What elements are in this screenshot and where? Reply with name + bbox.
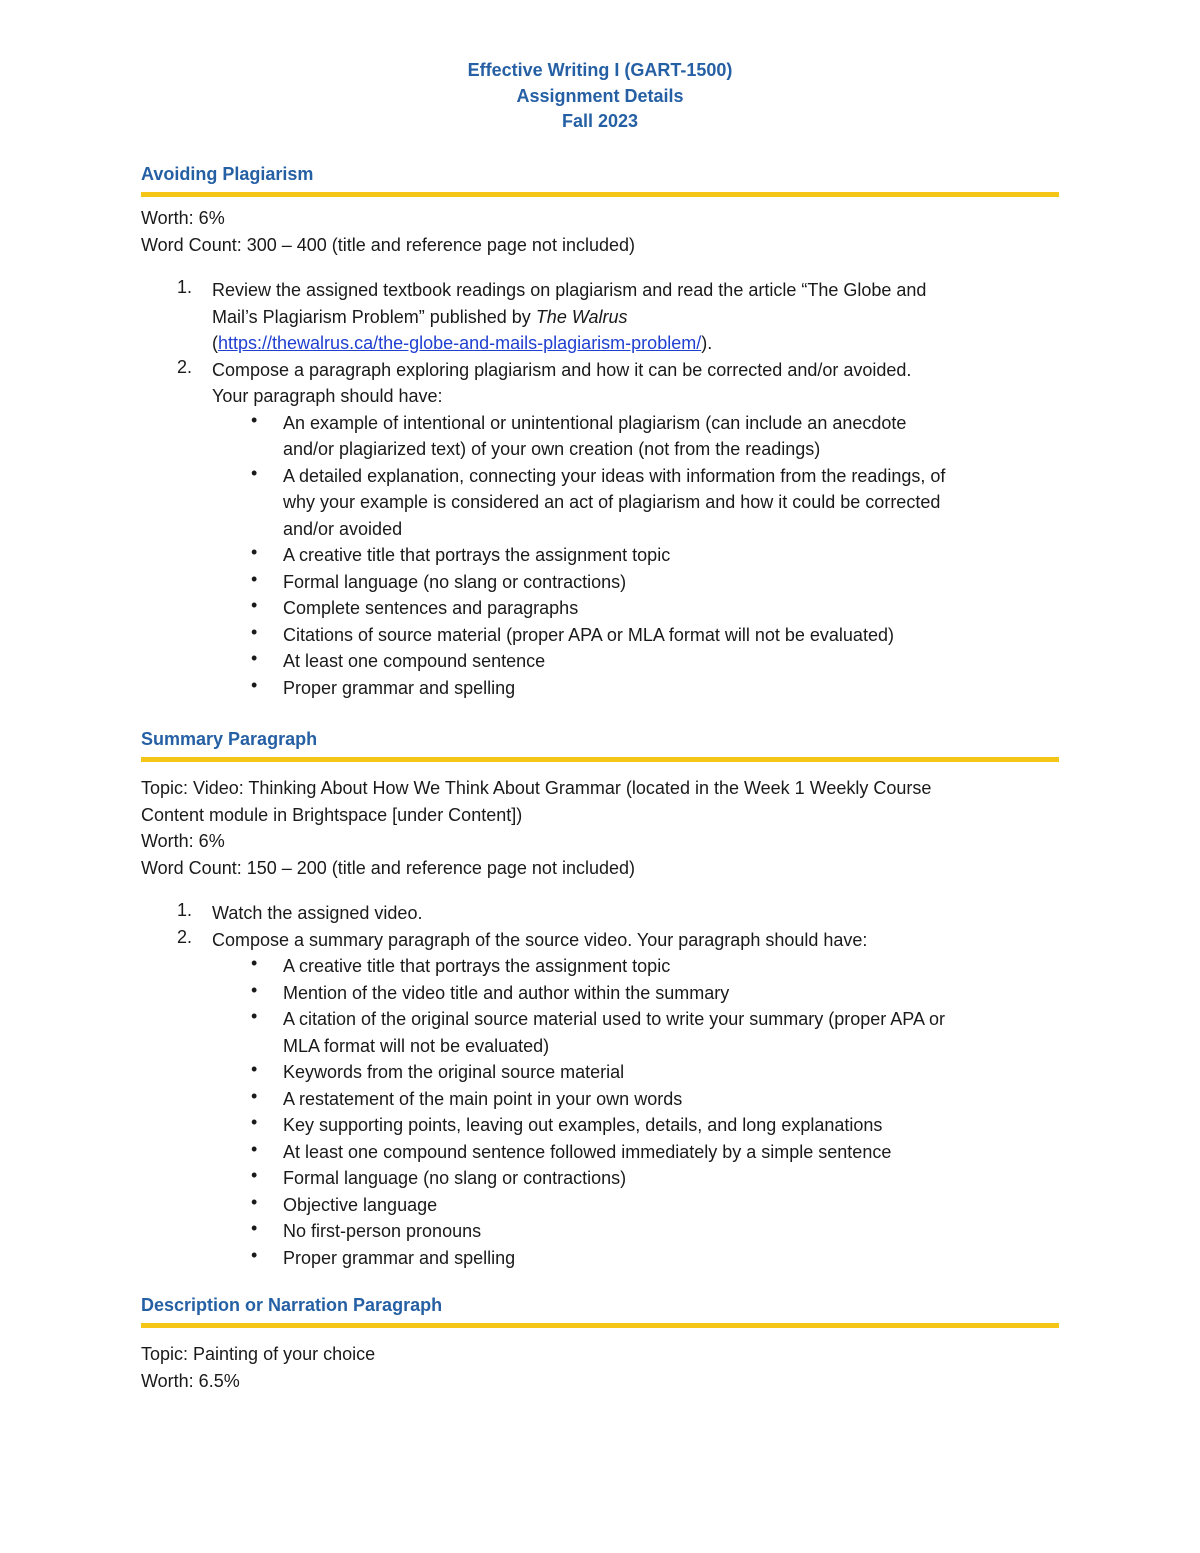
bullet-item <box>141 953 1059 980</box>
bullet-text: An example of intentional or unintentional plagiarism (can include an anecdote <box>283 412 907 433</box>
bullet-text: Complete sentences and paragraphs <box>283 598 579 618</box>
plagiarism-bullet-list <box>141 410 1059 702</box>
bullet-icon: • <box>251 648 258 668</box>
course-title: Effective Writing I (GART-1500) <box>467 60 733 80</box>
bullet-item <box>141 595 1059 622</box>
bullet-item <box>141 410 1059 463</box>
bullet-icon: • <box>251 542 258 562</box>
bullet-text: why your example is considered an act of plagiarism and how it could be corrected <box>283 492 941 512</box>
step-text: Mail’s Plagiarism Problem” published by <box>212 306 536 327</box>
list-item <box>141 277 1059 357</box>
paren-close: ). <box>701 333 713 353</box>
bullet-text: MLA format will not be evaluated) <box>283 1035 550 1056</box>
section-rule <box>141 1323 1059 1328</box>
bullet-icon: • <box>251 1085 258 1106</box>
bullet-item <box>141 1165 1059 1192</box>
bullet-icon: • <box>251 1165 258 1185</box>
bullet-icon: • <box>251 674 258 695</box>
bullet-text: Key supporting points, leaving out examples, details, and long explanations <box>283 1115 883 1135</box>
bullet-icon: • <box>251 462 258 483</box>
section-rule <box>141 757 1059 762</box>
bullet-icon: • <box>251 953 258 973</box>
bullet-item <box>141 1059 1059 1086</box>
bullet-icon: • <box>251 1112 258 1132</box>
bullet-text: Mention of the video title and author within the summary <box>283 982 730 1003</box>
bullet-icon: • <box>251 979 258 1000</box>
list-item <box>141 900 1059 927</box>
bullet-item <box>141 648 1059 675</box>
section-rule <box>141 192 1059 197</box>
bullet-icon: • <box>251 409 258 430</box>
bullet-icon: • <box>251 1244 258 1265</box>
bullet-icon: • <box>251 1059 258 1079</box>
bullet-icon: • <box>251 568 258 589</box>
bullet-icon: • <box>251 1218 258 1238</box>
bullet-item <box>141 1139 1059 1166</box>
bullet-text: Formal language (no slang or contractions) <box>283 571 627 592</box>
bullet-text: and/or avoided <box>283 518 403 539</box>
worth-line: Worth: 6% <box>141 831 225 851</box>
step-text: Your paragraph should have: <box>212 386 443 406</box>
bullet-item <box>141 1086 1059 1113</box>
bullet-text: Proper grammar and spelling <box>283 677 516 698</box>
bullet-item <box>141 622 1059 649</box>
bullet-item <box>141 1006 1059 1059</box>
bullet-text: A citation of the original source material used to write your summary (proper APA or <box>283 1009 945 1029</box>
topic-line: Topic: Video: Thinking About How We Think About Grammar (located in the Week 1 Weekly Course <box>141 778 932 798</box>
topic-line: Content module in Brightspace [under Content]) <box>141 804 523 825</box>
bullet-item <box>141 980 1059 1007</box>
bullet-icon: • <box>251 1191 258 1212</box>
worth-line: Worth: 6.5% <box>141 1370 240 1391</box>
paren-open: ( <box>212 333 218 353</box>
word-count-line: Word Count: 150 – 200 (title and reference page not included) <box>141 857 635 878</box>
bullet-text: Keywords from the original source material <box>283 1062 625 1082</box>
step-text: Watch the assigned video. <box>212 903 423 923</box>
bullet-item <box>141 1192 1059 1219</box>
document-header <box>0 58 1200 135</box>
bullet-item <box>141 569 1059 596</box>
bullet-item <box>141 1245 1059 1272</box>
bullet-item <box>141 463 1059 543</box>
bullet-text: Citations of source material (proper APA or MLA format will not be evaluated) <box>283 624 894 645</box>
step-text: Compose a summary paragraph of the source video. Your paragraph should have: <box>212 929 868 950</box>
list-number: 1. <box>177 900 193 920</box>
bullet-icon: • <box>251 1006 258 1026</box>
bullet-item <box>141 1218 1059 1245</box>
bullet-text: A restatement of the main point in your own words <box>283 1088 683 1109</box>
summary-section-body <box>141 775 1059 1271</box>
term-label: Fall 2023 <box>561 111 639 131</box>
step-text: Compose a paragraph exploring plagiarism and how it can be corrected and/or avoided. <box>212 359 912 380</box>
bullet-text: Proper grammar and spelling <box>283 1247 516 1268</box>
bullet-text: A creative title that portrays the assignment topic <box>283 956 671 976</box>
plagiarism-section-body <box>141 205 1059 701</box>
publication-name: The Walrus <box>535 306 628 327</box>
bullet-text: A creative title that portrays the assignment topic <box>283 545 671 565</box>
bullet-text: No first-person pronouns <box>283 1221 482 1241</box>
section-heading-summary: Summary Paragraph <box>141 729 318 749</box>
list-item <box>141 357 1059 410</box>
section-heading-description: Description or Narration Paragraph <box>141 1295 443 1315</box>
word-count-line: Word Count: 300 – 400 (title and reference page not included) <box>141 234 635 255</box>
bullet-icon: • <box>251 1138 258 1159</box>
bullet-text: Formal language (no slang or contractions) <box>283 1168 627 1188</box>
bullet-text: Objective language <box>283 1194 438 1215</box>
document-subtitle: Assignment Details <box>516 85 684 106</box>
summary-bullet-list <box>141 953 1059 1271</box>
list-number: 1. <box>177 277 193 297</box>
article-link[interactable]: https://thewalrus.ca/the-globe-and-mails-plagiarism-problem/ <box>218 333 702 353</box>
bullet-icon: • <box>251 621 258 642</box>
bullet-text: and/or plagiarized text) of your own creation (not from the readings) <box>283 439 821 459</box>
list-number: 2. <box>177 356 193 377</box>
worth-line: Worth: 6% <box>141 208 225 228</box>
bullet-text: At least one compound sentence followed immediately by a simple sentence <box>283 1141 892 1162</box>
bullet-text: A detailed explanation, connecting your ideas with information from the readings, of <box>283 465 946 486</box>
bullet-item <box>141 542 1059 569</box>
list-item <box>141 927 1059 954</box>
bullet-icon: • <box>251 595 258 615</box>
description-section-body <box>141 1341 1059 1394</box>
list-number: 2. <box>177 926 193 947</box>
bullet-item <box>141 1112 1059 1139</box>
section-heading-plagiarism: Avoiding Plagiarism <box>141 164 314 184</box>
step-text: Review the assigned textbook readings on plagiarism and read the article “The Globe and <box>212 280 927 300</box>
topic-line: Topic: Painting of your choice <box>141 1344 376 1364</box>
bullet-item <box>141 675 1059 702</box>
bullet-text: At least one compound sentence <box>283 651 546 671</box>
